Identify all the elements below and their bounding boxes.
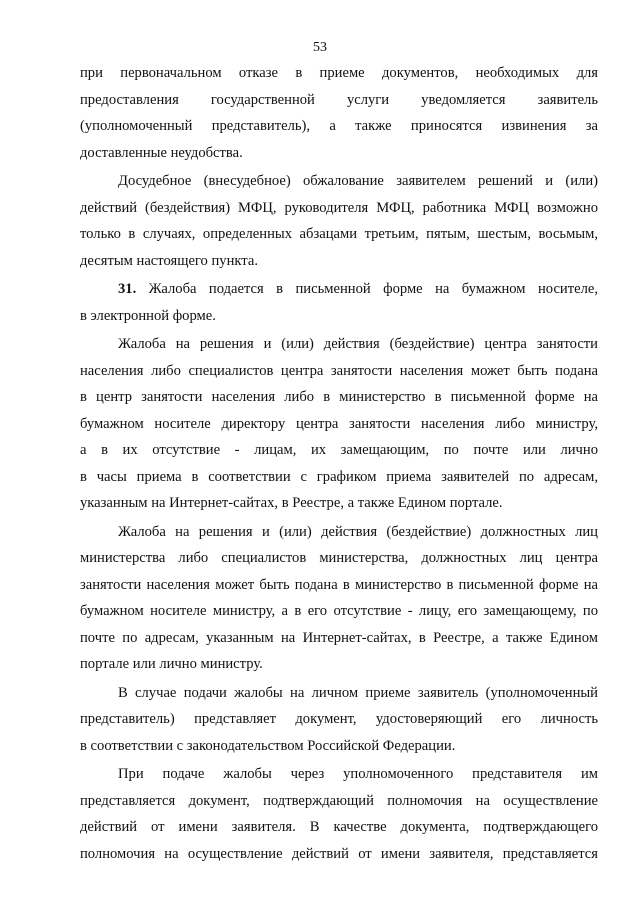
- text-line: При подаче жалобы через уполномоченного представителя им: [118, 766, 598, 782]
- paragraph-4: [80, 331, 598, 517]
- text-line: министерства либо специалистов министерства, должностных лиц центра: [80, 550, 598, 566]
- text-line: почте по адресам, указанным на Интернет-сайтах, в Реестре, а также Едином: [80, 629, 598, 646]
- text-line: доставленные неудобства.: [80, 144, 243, 161]
- text-line: портале или лично министру.: [80, 656, 263, 672]
- text-line: только в случаях, определенных абзацами третьим, пятым, шестым, восьмым,: [80, 226, 598, 242]
- text-line: в электронной форме.: [80, 307, 216, 324]
- text-line: в часы приема в соответствии с графиком приема заявителей по адресам,: [80, 468, 598, 485]
- text-line: в соответствии с законодательством Российской Федерации.: [80, 737, 456, 754]
- text-line: а в их отсутствие - лицам, их замещающим, по почте или лично: [80, 442, 598, 458]
- paragraph-5: [80, 519, 598, 678]
- text-line: (уполномоченный представитель), а также приносятся извинения за: [80, 118, 598, 134]
- paragraph-2: [80, 168, 598, 274]
- text-line: населения либо специалистов центра занятости населения может быть подана: [80, 362, 598, 379]
- paragraph-31: [80, 276, 598, 329]
- text-line: [80, 276, 598, 303]
- item-number: 31.: [118, 281, 137, 297]
- text-line: указанным на Интернет-сайтах, в Реестре, а также Едином портале.: [80, 495, 503, 511]
- text-line: полномочия на осуществление действий от имени заявителя, представляется: [80, 845, 598, 862]
- text-line: Жалоба на решения и (или) действия (бездействие) должностных лиц: [118, 523, 598, 540]
- text-line: предоставления государственной услуги уведомляется заявитель: [80, 91, 598, 108]
- text-line: занятости населения может быть подана в министерство в письменной форме на: [80, 576, 598, 593]
- text-line: бумажном носителе директору центра занятости населения либо министру,: [80, 415, 598, 432]
- document-body: [80, 60, 598, 867]
- page-number: 53: [313, 40, 327, 55]
- text-line: представитель) представляет документ, удостоверяющий его личность: [80, 711, 598, 727]
- text-line: Жалоба на решения и (или) действия (бездействие) центра занятости: [118, 336, 598, 352]
- paragraph-7: [80, 761, 598, 867]
- text-line: представляется документ, подтверждающий полномочия на осуществление: [80, 792, 598, 809]
- text-line: действий (бездействия) МФЦ, руководителя МФЦ, работника МФЦ возможно: [80, 199, 598, 216]
- text-line: в центр занятости населения либо в министерство в письменной форме на: [80, 389, 598, 405]
- item-text: Жалоба подается в письменной форме на бумажном носителе,: [136, 281, 598, 297]
- paragraph-1: [80, 60, 598, 166]
- text-line: В случае подачи жалобы на личном приеме заявитель (уполномоченный: [118, 684, 598, 701]
- text-line: действий от имени заявителя. В качестве документа, подтверждающего: [80, 819, 598, 835]
- paragraph-6: [80, 680, 598, 760]
- text-line: бумажном носителе министру, а в его отсутствие - лицу, его замещающему, по: [80, 603, 598, 619]
- text-line: при первоначальном отказе в приеме документов, необходимых для: [80, 65, 598, 81]
- text-line: Досудебное (внесудебное) обжалование заявителем решений и (или): [118, 173, 598, 189]
- text-line: десятым настоящего пункта.: [80, 252, 258, 269]
